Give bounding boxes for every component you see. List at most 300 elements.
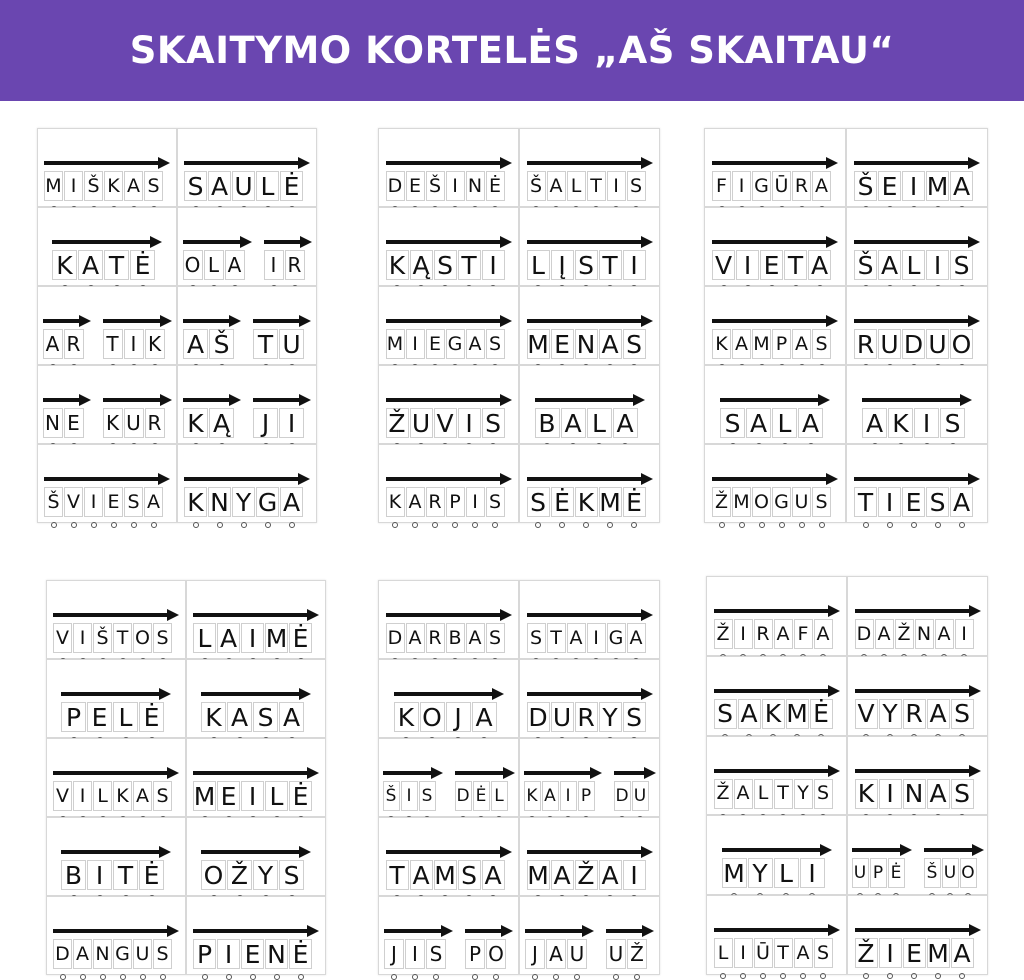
letter-box bbox=[950, 250, 973, 280]
reading-arrow-icon bbox=[386, 157, 512, 169]
reading-arrow-icon bbox=[384, 925, 453, 937]
reading-arrow-icon bbox=[184, 157, 310, 169]
card-word bbox=[187, 846, 325, 890]
reading-card bbox=[706, 736, 847, 816]
letter-box bbox=[732, 329, 751, 359]
word-group bbox=[386, 609, 512, 653]
reading-card bbox=[186, 896, 326, 975]
letter-box bbox=[44, 487, 63, 517]
card-word bbox=[38, 473, 176, 517]
letter: K bbox=[147, 332, 162, 356]
word-group bbox=[193, 925, 319, 969]
letter-box bbox=[386, 329, 405, 359]
letter: Ū bbox=[774, 174, 789, 197]
letter-box bbox=[527, 487, 550, 517]
letter-box bbox=[752, 171, 771, 201]
letter-box bbox=[280, 171, 303, 201]
letter: A bbox=[186, 329, 205, 359]
letter-box bbox=[627, 939, 647, 969]
letter: I bbox=[79, 626, 86, 649]
letter-box bbox=[792, 171, 811, 201]
letter: K bbox=[107, 174, 120, 197]
letter: M bbox=[926, 171, 949, 201]
sound-dot-icon bbox=[779, 522, 785, 528]
letter: S bbox=[815, 490, 828, 513]
letter: A bbox=[408, 626, 422, 649]
word-group bbox=[52, 236, 162, 280]
letter-box bbox=[940, 408, 965, 438]
reading-card bbox=[378, 738, 519, 817]
letter-box bbox=[736, 250, 759, 280]
word-group bbox=[53, 609, 179, 653]
letter-box bbox=[527, 702, 550, 732]
card-word bbox=[379, 688, 518, 732]
letter-box bbox=[794, 938, 813, 968]
letter: U bbox=[943, 862, 957, 883]
letter-box bbox=[575, 860, 598, 890]
word-group bbox=[103, 394, 172, 438]
reading-card bbox=[177, 444, 317, 523]
sound-dot-icon bbox=[820, 973, 826, 979]
letter-box bbox=[914, 408, 939, 438]
letter-box bbox=[410, 860, 433, 890]
letter: I bbox=[452, 174, 458, 197]
letter: K bbox=[397, 702, 415, 732]
letter: L bbox=[260, 171, 275, 201]
reading-card bbox=[519, 286, 660, 365]
letter-box bbox=[560, 781, 577, 811]
letter-box bbox=[183, 250, 203, 280]
letter: O bbox=[203, 860, 224, 890]
word-group bbox=[535, 394, 645, 438]
reading-arrow-icon bbox=[455, 767, 515, 779]
letter-box bbox=[426, 623, 445, 653]
letter: E bbox=[67, 411, 80, 435]
reading-card bbox=[46, 896, 186, 975]
card-word bbox=[379, 473, 518, 517]
letter-box bbox=[895, 619, 914, 649]
letter-box bbox=[903, 938, 926, 968]
letter-box bbox=[614, 781, 631, 811]
letter-box bbox=[53, 781, 72, 811]
sound-dot-icon bbox=[607, 522, 613, 528]
card-word bbox=[520, 846, 659, 890]
letter-box bbox=[732, 487, 751, 517]
letter: Š bbox=[926, 862, 938, 883]
letter-box bbox=[762, 699, 785, 729]
letter-box bbox=[256, 171, 279, 201]
letter: Ū bbox=[756, 941, 770, 964]
letter: Š bbox=[857, 250, 874, 280]
letter-box bbox=[786, 699, 809, 729]
letter: Y bbox=[797, 782, 809, 805]
letter-box bbox=[64, 408, 84, 438]
card-word bbox=[847, 236, 987, 280]
letter-box bbox=[878, 329, 901, 359]
letter: K bbox=[116, 784, 129, 807]
card-word bbox=[47, 925, 185, 969]
reading-arrow-icon bbox=[201, 688, 311, 700]
letter-box bbox=[193, 623, 216, 653]
letter: J bbox=[261, 408, 270, 438]
reading-card bbox=[706, 815, 847, 895]
word-group bbox=[44, 157, 170, 201]
letter-box bbox=[113, 702, 138, 732]
letter-box bbox=[193, 939, 216, 969]
reading-arrow-icon bbox=[855, 765, 981, 777]
letter: Ė bbox=[143, 860, 160, 890]
letter-box bbox=[951, 938, 974, 968]
reading-arrow-icon bbox=[193, 609, 319, 621]
word-group bbox=[183, 394, 241, 438]
sound-dot-icon bbox=[289, 522, 295, 528]
card-word bbox=[379, 846, 518, 890]
letter: T bbox=[590, 174, 602, 197]
letter-box bbox=[280, 487, 303, 517]
letter: Š bbox=[213, 329, 230, 359]
sound-dot-icon bbox=[959, 973, 965, 979]
letter-box bbox=[104, 487, 123, 517]
reading-card bbox=[378, 207, 519, 286]
letter: S bbox=[529, 626, 543, 649]
word-group bbox=[253, 394, 311, 438]
letter: K bbox=[857, 779, 875, 809]
letter: O bbox=[422, 702, 442, 732]
letter: Ž bbox=[716, 782, 730, 805]
word-group bbox=[201, 846, 311, 890]
letter: L bbox=[118, 702, 133, 732]
letter-box bbox=[133, 939, 152, 969]
letter-box bbox=[951, 779, 974, 809]
letter: U bbox=[853, 862, 867, 883]
letter: I bbox=[738, 174, 745, 197]
letter-box bbox=[193, 781, 216, 811]
reading-arrow-icon bbox=[855, 924, 981, 936]
letter: M bbox=[193, 781, 216, 811]
word-group bbox=[527, 157, 653, 201]
word-group bbox=[855, 605, 981, 649]
letter-box bbox=[754, 938, 773, 968]
letter: Š bbox=[47, 490, 60, 513]
word-group bbox=[201, 688, 311, 732]
letter: A bbox=[601, 860, 619, 890]
letter: S bbox=[187, 171, 204, 201]
sound-dot-icon bbox=[559, 522, 565, 528]
letter-box bbox=[386, 250, 409, 280]
letter: A bbox=[230, 702, 249, 732]
letter: A bbox=[282, 487, 301, 517]
card-word bbox=[847, 473, 987, 517]
reading-card bbox=[519, 365, 660, 444]
word-group bbox=[525, 925, 594, 969]
letter: N bbox=[45, 411, 60, 435]
letter: A bbox=[865, 408, 884, 438]
letter-box bbox=[902, 487, 925, 517]
letter: Ą bbox=[412, 250, 430, 280]
letter-box bbox=[527, 171, 546, 201]
letter-box bbox=[52, 250, 77, 280]
letter-box bbox=[64, 171, 83, 201]
letter-box bbox=[426, 329, 445, 359]
word-group bbox=[184, 157, 310, 201]
letter: Ė bbox=[143, 702, 160, 732]
letter-box bbox=[217, 781, 240, 811]
reading-card bbox=[519, 817, 660, 896]
letter: S bbox=[156, 784, 169, 807]
letter: I bbox=[808, 858, 816, 888]
letter-box bbox=[386, 408, 409, 438]
reading-card bbox=[177, 365, 317, 444]
letter-box bbox=[792, 329, 811, 359]
reading-card bbox=[847, 895, 988, 975]
reading-card bbox=[186, 817, 326, 896]
letter-box bbox=[547, 171, 566, 201]
letter: O bbox=[961, 862, 975, 883]
letter-box bbox=[201, 860, 226, 890]
reading-arrow-icon bbox=[44, 473, 170, 485]
word-group bbox=[53, 925, 179, 969]
card-word bbox=[520, 394, 659, 438]
letter-box bbox=[575, 250, 598, 280]
letter: Ė bbox=[292, 939, 309, 969]
card-word bbox=[847, 315, 987, 359]
letter: O bbox=[951, 329, 972, 359]
word-group bbox=[855, 765, 981, 809]
letter-box bbox=[289, 781, 312, 811]
letter-box bbox=[878, 171, 901, 201]
sound-dot-icon bbox=[217, 522, 223, 528]
letter-box bbox=[43, 408, 63, 438]
letter-box bbox=[879, 779, 902, 809]
sound-dot-icon bbox=[739, 522, 745, 528]
letter: E bbox=[220, 781, 237, 811]
reading-arrow-icon bbox=[720, 394, 830, 406]
letter-box bbox=[888, 858, 905, 888]
letter-box bbox=[279, 860, 304, 890]
letter: R bbox=[856, 329, 875, 359]
letter-box bbox=[43, 329, 63, 359]
letter-box bbox=[217, 939, 240, 969]
letter-box bbox=[458, 408, 481, 438]
letter-box bbox=[878, 250, 901, 280]
card-word bbox=[520, 609, 659, 653]
card-word bbox=[38, 236, 176, 280]
letter: Y bbox=[602, 702, 618, 732]
letter: I bbox=[740, 941, 746, 964]
letter-box bbox=[551, 487, 574, 517]
word-group bbox=[386, 394, 512, 438]
letter-box bbox=[599, 250, 622, 280]
letter-box bbox=[960, 858, 977, 888]
sound-dot-icon bbox=[887, 973, 893, 979]
reading-arrow-icon bbox=[852, 844, 912, 856]
sound-dot-icon bbox=[887, 522, 893, 528]
letter-box bbox=[241, 781, 264, 811]
letter: Ė bbox=[292, 781, 309, 811]
letter-box bbox=[139, 860, 164, 890]
letter: I bbox=[885, 487, 894, 517]
letter: V bbox=[714, 250, 733, 280]
letter-box bbox=[551, 860, 574, 890]
letter-box bbox=[241, 623, 264, 653]
letter-box bbox=[855, 779, 878, 809]
letter-box bbox=[772, 329, 791, 359]
letter: O bbox=[184, 253, 201, 277]
word-group bbox=[712, 236, 838, 280]
letter-box bbox=[113, 860, 138, 890]
sound-dot-icon bbox=[492, 522, 498, 528]
letter: N bbox=[210, 487, 229, 517]
letter: S bbox=[283, 860, 300, 890]
card-sheet bbox=[46, 580, 326, 975]
letter: D bbox=[903, 329, 924, 359]
word-group bbox=[61, 846, 171, 890]
letter-box bbox=[264, 250, 284, 280]
word-group bbox=[527, 473, 653, 517]
reading-card bbox=[37, 286, 177, 365]
card-word bbox=[187, 609, 325, 653]
card-word bbox=[187, 767, 325, 811]
letter: K bbox=[205, 702, 222, 732]
letter-box bbox=[232, 487, 255, 517]
letter: I bbox=[489, 250, 497, 280]
letter-box bbox=[491, 781, 508, 811]
card-word bbox=[520, 767, 659, 811]
letter: M bbox=[265, 623, 288, 653]
word-group bbox=[720, 394, 830, 438]
letter-box bbox=[486, 623, 505, 653]
letter: I bbox=[95, 860, 104, 890]
letter: A bbox=[796, 941, 810, 964]
letter-box bbox=[955, 619, 974, 649]
letter-box bbox=[808, 250, 831, 280]
letter: N bbox=[576, 329, 596, 359]
reading-arrow-icon bbox=[44, 157, 170, 169]
reading-card bbox=[847, 576, 988, 656]
reading-arrow-icon bbox=[527, 846, 653, 858]
letter-box bbox=[547, 623, 566, 653]
reading-arrow-icon bbox=[714, 685, 840, 697]
sound-dot-icon bbox=[911, 973, 917, 979]
letter: G bbox=[774, 490, 789, 513]
card-word bbox=[178, 473, 316, 517]
letter: A bbox=[81, 250, 100, 280]
letter: A bbox=[815, 174, 828, 197]
word-group bbox=[61, 688, 171, 732]
letter-box bbox=[855, 699, 878, 729]
letter: V bbox=[56, 626, 69, 649]
letter: D bbox=[528, 702, 548, 732]
word-group bbox=[193, 767, 319, 811]
letter: T bbox=[461, 250, 477, 280]
reading-arrow-icon bbox=[53, 609, 179, 621]
card-word bbox=[379, 394, 518, 438]
letter-box bbox=[902, 329, 925, 359]
letter: A bbox=[880, 250, 899, 280]
reading-arrow-icon bbox=[527, 157, 653, 169]
word-group bbox=[527, 846, 653, 890]
reading-card bbox=[704, 207, 846, 286]
letter-box bbox=[209, 329, 234, 359]
sound-dot-icon bbox=[412, 522, 418, 528]
letter-box bbox=[208, 487, 231, 517]
letter-box bbox=[410, 250, 433, 280]
card-word bbox=[847, 157, 987, 201]
letter: R bbox=[147, 411, 162, 435]
letter-box bbox=[482, 408, 505, 438]
letter: L bbox=[717, 941, 729, 964]
letter: G bbox=[447, 332, 463, 355]
letter-box bbox=[774, 858, 799, 888]
letter-box bbox=[623, 702, 646, 732]
letter: I bbox=[248, 623, 257, 653]
card-word bbox=[707, 924, 846, 968]
card-word bbox=[848, 924, 987, 968]
reading-card bbox=[846, 286, 988, 365]
letter-box bbox=[285, 250, 305, 280]
letter: Y bbox=[752, 858, 768, 888]
letter-box bbox=[567, 623, 586, 653]
letter: D bbox=[456, 785, 470, 806]
sound-dot-icon bbox=[720, 973, 726, 979]
letter-box bbox=[814, 619, 833, 649]
letter-box bbox=[279, 329, 304, 359]
word-group bbox=[394, 688, 504, 732]
sound-dot-icon bbox=[780, 973, 786, 979]
card-word bbox=[178, 157, 316, 201]
letter-box bbox=[720, 408, 745, 438]
letter: Ž bbox=[577, 860, 595, 890]
letter: P bbox=[449, 490, 461, 513]
letter-box bbox=[878, 487, 901, 517]
letter-box bbox=[227, 860, 252, 890]
letter: S bbox=[488, 626, 502, 649]
word-group bbox=[386, 157, 512, 201]
sound-dot-icon bbox=[131, 522, 137, 528]
letter-box bbox=[794, 619, 813, 649]
letter: D bbox=[387, 626, 403, 649]
letter: I bbox=[740, 622, 746, 645]
sound-dot-icon bbox=[631, 522, 637, 528]
letter: I bbox=[630, 250, 638, 280]
letter-box bbox=[458, 250, 481, 280]
letter-box bbox=[144, 171, 163, 201]
card-word bbox=[847, 394, 987, 438]
letter-box bbox=[217, 623, 240, 653]
letter-box bbox=[902, 250, 925, 280]
letter-box bbox=[784, 250, 807, 280]
letter-box bbox=[232, 171, 255, 201]
word-group bbox=[43, 394, 91, 438]
letter: I bbox=[79, 784, 86, 807]
card-sheet bbox=[378, 580, 660, 975]
letter-box bbox=[607, 171, 626, 201]
reading-card bbox=[177, 286, 317, 365]
letter-box bbox=[623, 250, 646, 280]
letter-box bbox=[455, 781, 472, 811]
letter: T bbox=[389, 860, 405, 890]
letter: R bbox=[756, 622, 770, 645]
letter-box bbox=[434, 250, 457, 280]
sound-dot-icon bbox=[719, 522, 725, 528]
letter-box bbox=[924, 858, 941, 888]
reading-card bbox=[46, 738, 186, 817]
card-word bbox=[379, 236, 518, 280]
letter: A bbox=[408, 490, 422, 513]
word-group bbox=[53, 767, 179, 811]
reading-arrow-icon bbox=[712, 236, 838, 248]
letter-box bbox=[256, 487, 279, 517]
